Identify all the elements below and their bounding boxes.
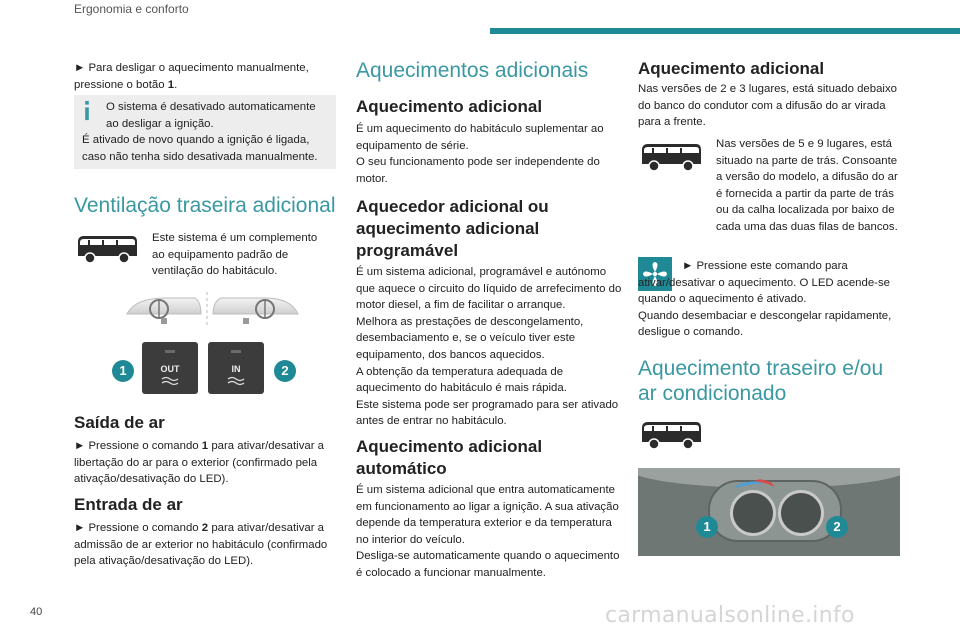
button-label-in: IN: [231, 364, 241, 374]
callout-badge-1: 1: [112, 360, 134, 382]
paragraph-aquecimento-adicional: É um aquecimento do habitáculo suplementar ao equipamento de série. O seu funcionamento pode ser independente do motor.: [356, 123, 604, 185]
paragraph-aquecimento-automatico: É um sistema adicional que entra automaticamente em funcionamento ao ligar a ignição. A sua ativação depende da temperatura exterior e da temperatura no interior do veículo. Desliga-se automaticamente quando o aquecimento é colocado a funcionar manualmente.: [356, 484, 620, 579]
note-line: caso não tenha sido desativada manualmente.: [82, 150, 318, 163]
van-icon: [638, 140, 704, 174]
note-line: ao desligar a ignição.: [106, 117, 214, 130]
info-icon: [83, 101, 91, 121]
heading-aquecimento-adicional-2: Aquecimento adicional: [638, 59, 825, 78]
van-icon: [638, 418, 704, 452]
column-1: [74, 60, 336, 93]
rear-heater-control-illustration: [638, 468, 900, 556]
airflow-icon: [227, 376, 245, 386]
note-line: É ativado de novo quando a ignição é ligada,: [82, 134, 310, 146]
air-out-button[interactable]: [142, 342, 198, 394]
heading-aquecimento-automatico: Aquecimento adicional automático: [356, 437, 543, 478]
paragraph-versoes-5-9: Nas versões de 5 e 9 lugares, está situado na parte de trás. Consoante a versão do modelo, a difusão do ar é fornecida a partir da parte de trás ou da calha localizada por baixo de cada uma das duas filas de bancos.: [716, 138, 898, 233]
saida-paragraph: ► Pressione o comando 1 para ativar/desativar a libertação do ar para o exterior (confirmado pela ativação/desativação do LED).: [74, 440, 325, 486]
callout-badge-2: 2: [274, 360, 296, 382]
section-title-aquecimentos: Aquecimentos adicionais: [356, 59, 589, 82]
van-icon: [74, 232, 140, 266]
running-header: Ergonomia e conforto: [74, 2, 189, 16]
note-line: O sistema é desativado automaticamente: [106, 101, 316, 113]
heading-saida-de-ar: Saída de ar: [74, 413, 165, 432]
heading-aquecimento-adicional: Aquecimento adicional: [356, 97, 543, 116]
button-label-out: OUT: [160, 364, 180, 374]
intro-paragraph: ► Para desligar o aquecimento manualmente, pressione o botão 1.: [74, 62, 309, 91]
paragraph-aquecedor-programavel: É um sistema adicional, programável e autónomo que aquece o circuito do líquido de arrefecimento do motor diesel, a fim de facilitar o arranque. Melhora as prestações de descongelamento, desembaciamento e, se o veículo tiver este equipamento, dos bancos aquecidos. A obtenção da temperatura adequada de aquecimento do habitáculo é mais rápida. Este sistema pode ser programado para ser ativado antes de entrar no habitáculo.: [356, 266, 622, 428]
ventilation-description: Este sistema é um complemento ao equipamento padrão de ventilação do habitáculo.: [152, 232, 318, 278]
header-accent-bar: [490, 28, 960, 34]
airflow-icon: [161, 376, 179, 386]
callout-badge-1: 1: [696, 516, 718, 538]
ceiling-vents-illustration: [125, 290, 300, 330]
callout-badge-2: 2: [826, 516, 848, 538]
heading-entrada-de-ar: Entrada de ar: [74, 495, 183, 514]
heading-aquecedor-programavel: Aquecedor adicional ou aquecimento adicional programável: [356, 197, 549, 260]
paragraph-comando: ► Pressione este comando para ativar/desativar o aquecimento. O LED acende-se quando o aquecimento é ativado. Quando desembaciar e descongelar rapidamente, desligue o comando.: [638, 260, 892, 339]
paragraph-versoes-2-3: Nas versões de 2 e 3 lugares, está situado debaixo do banco do condutor com a difusão do ar virada para a frente.: [638, 83, 897, 129]
entrada-paragraph: ► Pressione o comando 2 para ativar/desativar a admissão de ar exterior no habitáculo (confirmado pela ativação/desativação do LED).: [74, 522, 328, 568]
watermark: carmanualsonline.info: [605, 603, 855, 628]
air-in-button[interactable]: [208, 342, 264, 394]
section-title-ventilation: Ventilação traseira adicional: [74, 194, 336, 217]
section-title-aquecimento-traseiro: Aquecimento traseiro e/ou ar condicionado: [638, 357, 884, 405]
temperature-knob[interactable]: [730, 490, 776, 536]
info-note: [74, 95, 336, 169]
fan-speed-knob[interactable]: [778, 490, 824, 536]
page-number: 40: [30, 606, 43, 618]
